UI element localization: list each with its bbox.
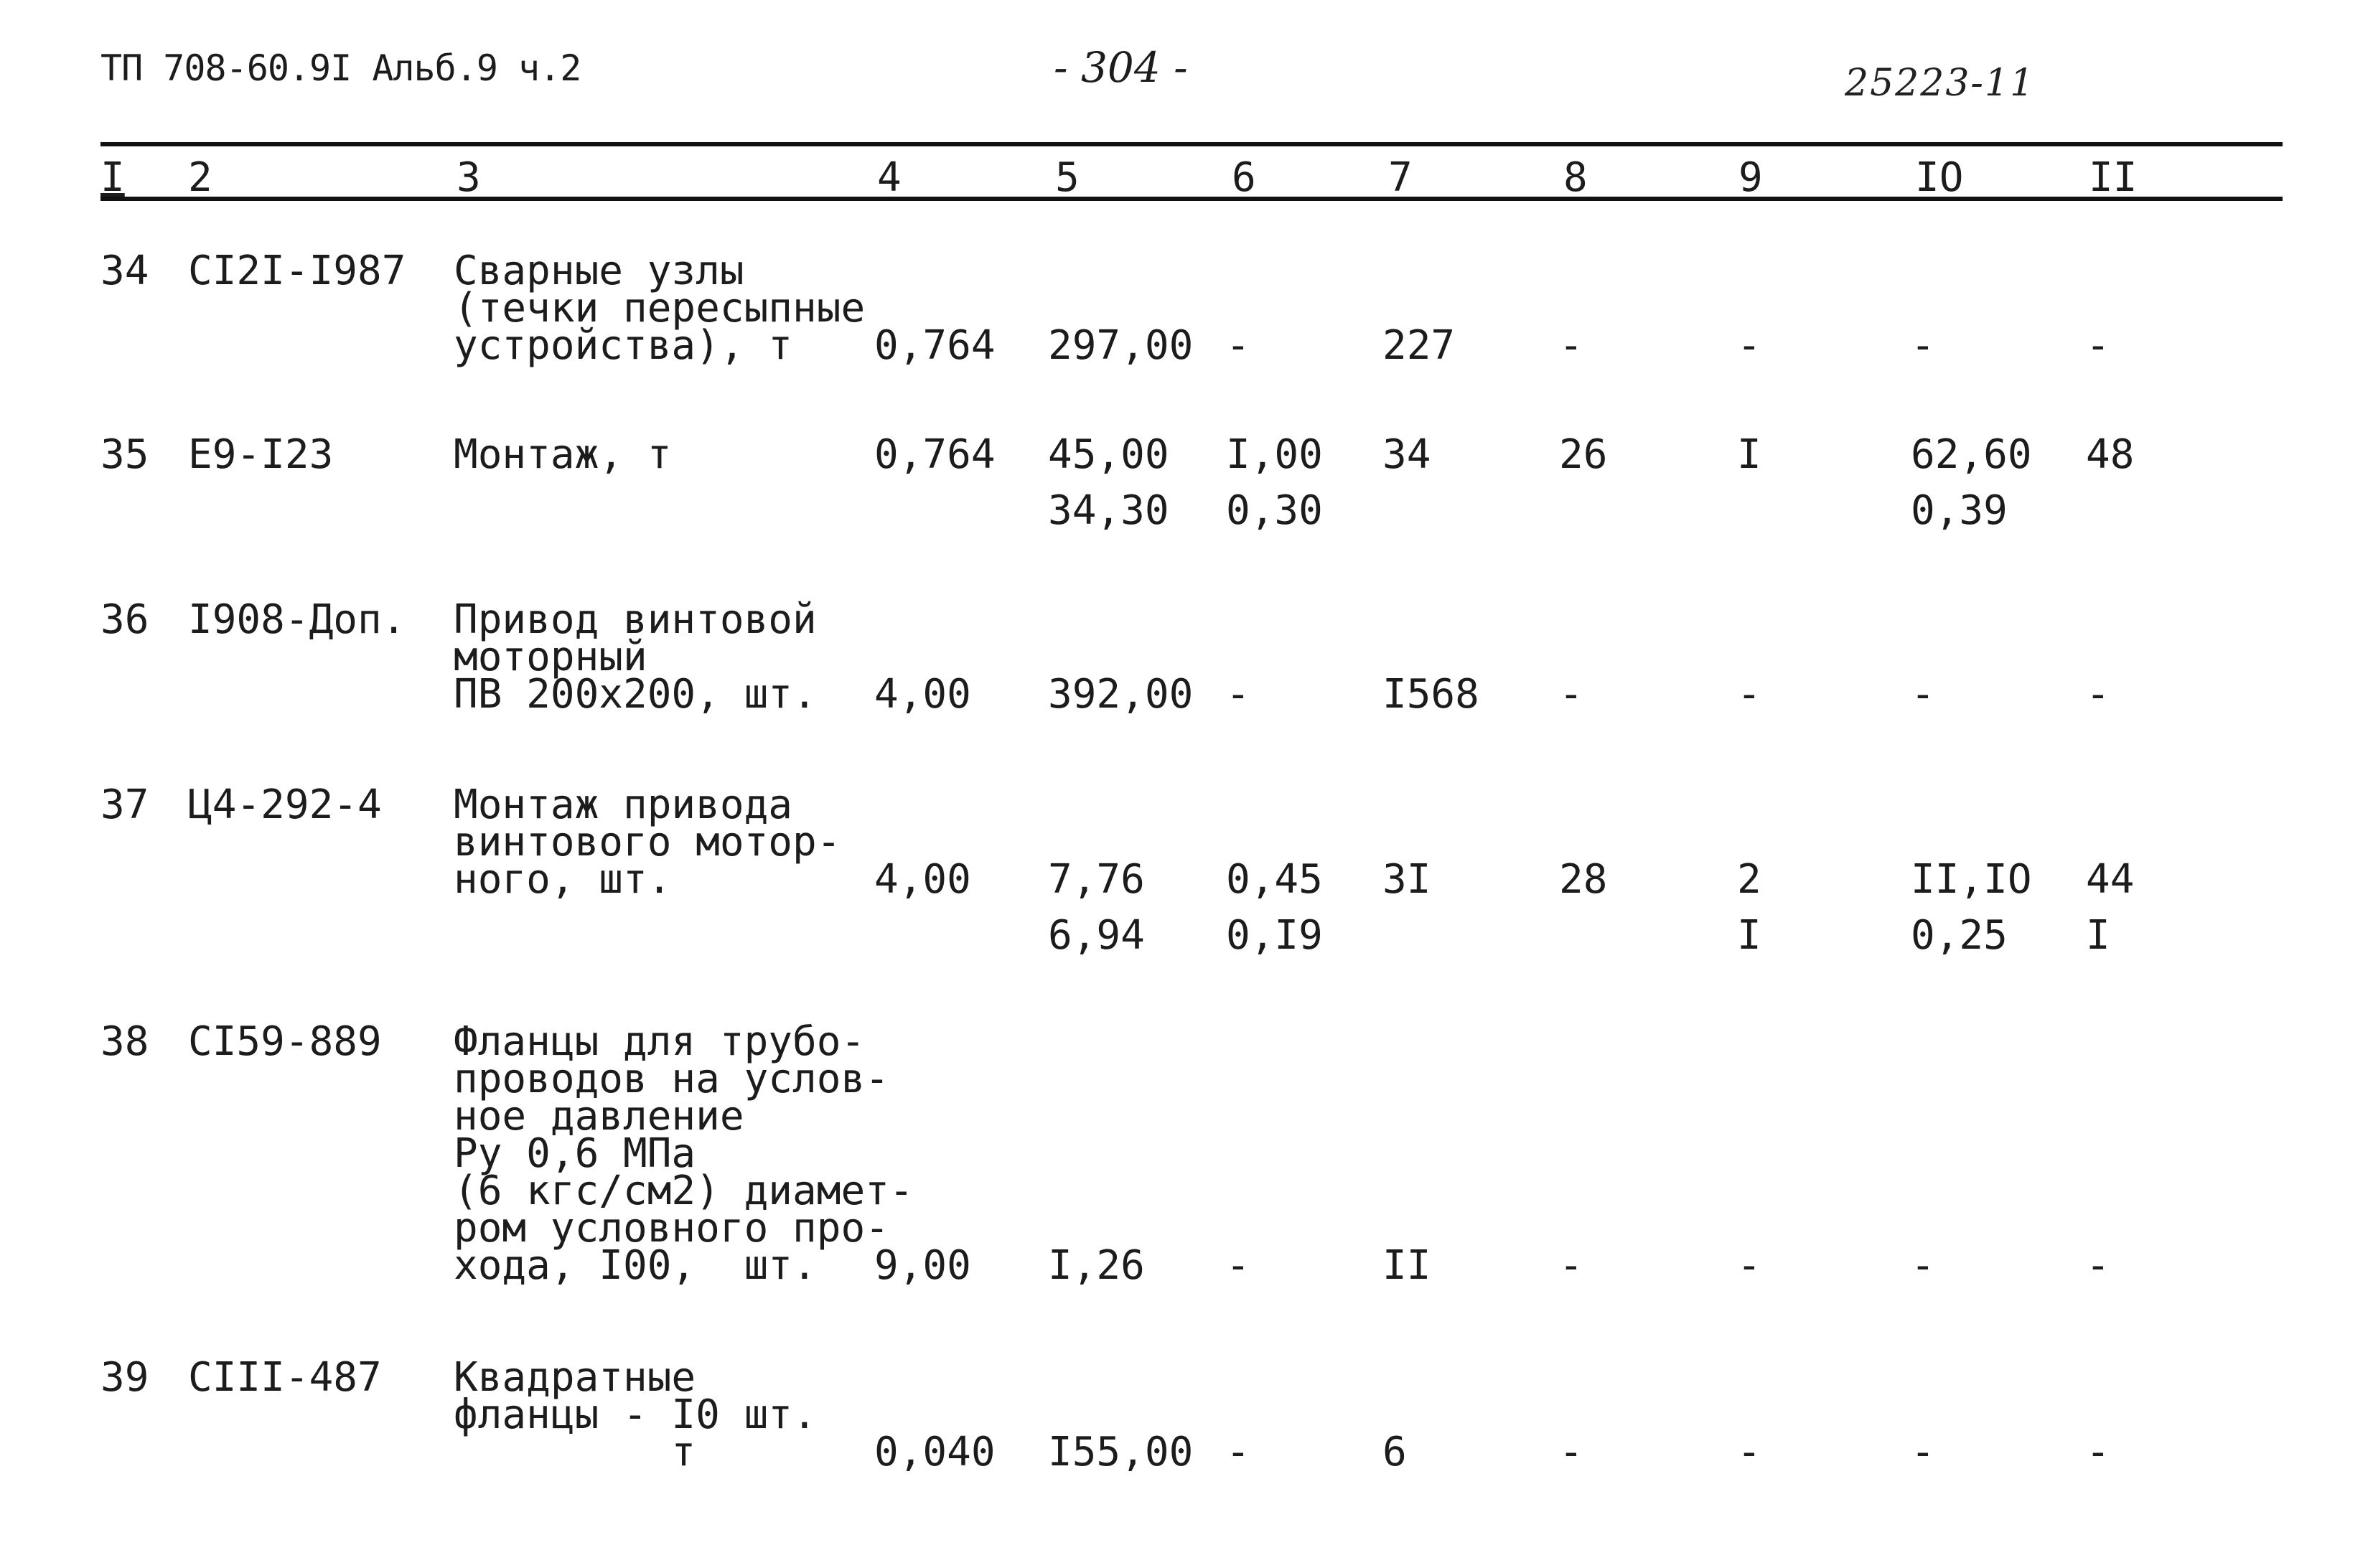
value-cell-c11: - bbox=[2086, 671, 2110, 718]
value-cell-c5: I,26 bbox=[1048, 1242, 1145, 1289]
value-cell-c11: 48 bbox=[2086, 431, 2135, 478]
value-cell-c9: I bbox=[1737, 431, 1761, 478]
value-cell-c6: - bbox=[1226, 1242, 1250, 1289]
archive-stamp: 25223-11 bbox=[1845, 62, 2036, 105]
column-number: 7 bbox=[1388, 154, 1413, 201]
value-cell-c10: - bbox=[1911, 1429, 1935, 1475]
value-cell-c5: 392,00 bbox=[1048, 671, 1194, 718]
value-cell-col8: 28 bbox=[1559, 856, 1608, 903]
row-number: 36 bbox=[100, 596, 149, 643]
description-line: винтового мотор- bbox=[454, 819, 841, 865]
value-cell-c10: 0,39 bbox=[1911, 487, 2008, 534]
value-cell-c9: - bbox=[1737, 1429, 1761, 1475]
column-number: 5 bbox=[1055, 154, 1080, 201]
value-cell-c11: - bbox=[2086, 1429, 2110, 1475]
value-cell-col7: 34 bbox=[1382, 431, 1431, 478]
quantity-cell: 0,040 bbox=[874, 1429, 996, 1475]
column-number: 6 bbox=[1232, 154, 1256, 201]
value-cell-col7: II bbox=[1382, 1242, 1431, 1289]
value-cell-col7: 3I bbox=[1382, 856, 1431, 903]
column-number: I bbox=[100, 154, 125, 201]
description-line: Квадратные bbox=[454, 1354, 696, 1401]
value-cell-c11: 44 bbox=[2086, 856, 2135, 903]
description-line: фланцы - I0 шт. bbox=[454, 1391, 817, 1438]
norm-code: CI2I-I987 bbox=[188, 248, 406, 294]
norm-code: I908-Доп. bbox=[188, 596, 406, 643]
value-cell-c9: 2 bbox=[1737, 856, 1761, 903]
quantity-cell: 9,00 bbox=[874, 1242, 971, 1289]
norm-code: CI59-889 bbox=[188, 1018, 382, 1065]
column-number: IO bbox=[1915, 154, 1964, 201]
norm-code: Ц4-292-4 bbox=[188, 781, 382, 828]
description-line: ное давление bbox=[454, 1093, 744, 1140]
value-cell-c9: - bbox=[1737, 1242, 1761, 1289]
value-cell-col8: - bbox=[1559, 322, 1583, 369]
column-number: 2 bbox=[188, 154, 212, 201]
value-cell-c9: - bbox=[1737, 322, 1761, 369]
quantity-cell: 0,764 bbox=[874, 322, 996, 369]
description-line: ПВ 200х200, шт. bbox=[454, 671, 817, 718]
norm-code: Е9-I23 bbox=[188, 431, 334, 478]
column-number: 9 bbox=[1738, 154, 1763, 201]
value-cell-c10: - bbox=[1911, 1242, 1935, 1289]
value-cell-c6: 0,I9 bbox=[1226, 912, 1323, 959]
value-cell-c5: 297,00 bbox=[1048, 322, 1194, 369]
value-cell-col8: - bbox=[1559, 1429, 1583, 1475]
description-line: т bbox=[454, 1429, 696, 1475]
page-number: - 304 - bbox=[1054, 43, 1188, 92]
value-cell-c5: 6,94 bbox=[1048, 912, 1145, 959]
description-line: Монтаж привода bbox=[454, 781, 793, 828]
description-line: (течки пересыпные bbox=[454, 285, 866, 332]
description-line: (6 кгс/см2) диамет- bbox=[454, 1168, 914, 1214]
row-number: 35 bbox=[100, 431, 149, 478]
value-cell-c10: - bbox=[1911, 671, 1935, 718]
column-number: 4 bbox=[877, 154, 902, 201]
value-cell-c11: - bbox=[2086, 1242, 2110, 1289]
description-line: устройства), т bbox=[454, 322, 793, 369]
row-number: 37 bbox=[100, 781, 149, 828]
value-cell-col8: 26 bbox=[1559, 431, 1608, 478]
value-cell-c5: 45,00 bbox=[1048, 431, 1169, 478]
description-line: Ру 0,6 МПа bbox=[454, 1130, 696, 1177]
value-cell-c10: 62,60 bbox=[1911, 431, 2032, 478]
table-top-rule bbox=[100, 142, 2283, 146]
description-line: хода, I00, шт. bbox=[454, 1242, 817, 1289]
value-cell-col8: - bbox=[1559, 671, 1583, 718]
value-cell-col8: - bbox=[1559, 1242, 1583, 1289]
document-reference: ТП 708-60.9I Альб.9 ч.2 bbox=[100, 47, 581, 89]
value-cell-c6: - bbox=[1226, 322, 1250, 369]
value-cell-c9: I bbox=[1737, 912, 1761, 959]
value-cell-c11: - bbox=[2086, 322, 2110, 369]
value-cell-c10: 0,25 bbox=[1911, 912, 2008, 959]
quantity-cell: 4,00 bbox=[874, 856, 971, 903]
value-cell-c6: 0,45 bbox=[1226, 856, 1323, 903]
description-line: проводов на услов- bbox=[454, 1056, 889, 1102]
value-cell-c11: I bbox=[2086, 912, 2110, 959]
value-cell-c6: - bbox=[1226, 1429, 1250, 1475]
description-line: Фланцы для трубо- bbox=[454, 1018, 866, 1065]
description-line: Сварные узлы bbox=[454, 248, 744, 294]
description-line: моторный bbox=[454, 634, 647, 680]
row-number: 34 bbox=[100, 248, 149, 294]
column-number: II bbox=[2089, 154, 2138, 201]
description-line: ного, шт. bbox=[454, 856, 672, 903]
quantity-cell: 4,00 bbox=[874, 671, 971, 718]
value-cell-c6: I,00 bbox=[1226, 431, 1323, 478]
quantity-cell: 0,764 bbox=[874, 431, 996, 478]
value-cell-c5: 34,30 bbox=[1048, 487, 1169, 534]
description-line: ром условного про- bbox=[454, 1205, 889, 1252]
value-cell-c9: - bbox=[1737, 671, 1761, 718]
column-number: 3 bbox=[457, 154, 481, 201]
row-number: 38 bbox=[100, 1018, 149, 1065]
description-line: Монтаж, т bbox=[454, 431, 672, 478]
value-cell-col7: 6 bbox=[1382, 1429, 1407, 1475]
column-number: 8 bbox=[1563, 154, 1588, 201]
value-cell-c5: 7,76 bbox=[1048, 856, 1145, 903]
value-cell-c10: II,IO bbox=[1911, 856, 2032, 903]
value-cell-c10: - bbox=[1911, 322, 1935, 369]
value-cell-c6: 0,30 bbox=[1226, 487, 1323, 534]
value-cell-c6: - bbox=[1226, 671, 1250, 718]
value-cell-col7: I568 bbox=[1382, 671, 1479, 718]
value-cell-c5: I55,00 bbox=[1048, 1429, 1194, 1475]
value-cell-col7: 227 bbox=[1382, 322, 1456, 369]
description-line: Привод винтовой bbox=[454, 596, 817, 643]
row-number: 39 bbox=[100, 1354, 149, 1401]
norm-code: CIII-487 bbox=[188, 1354, 382, 1401]
